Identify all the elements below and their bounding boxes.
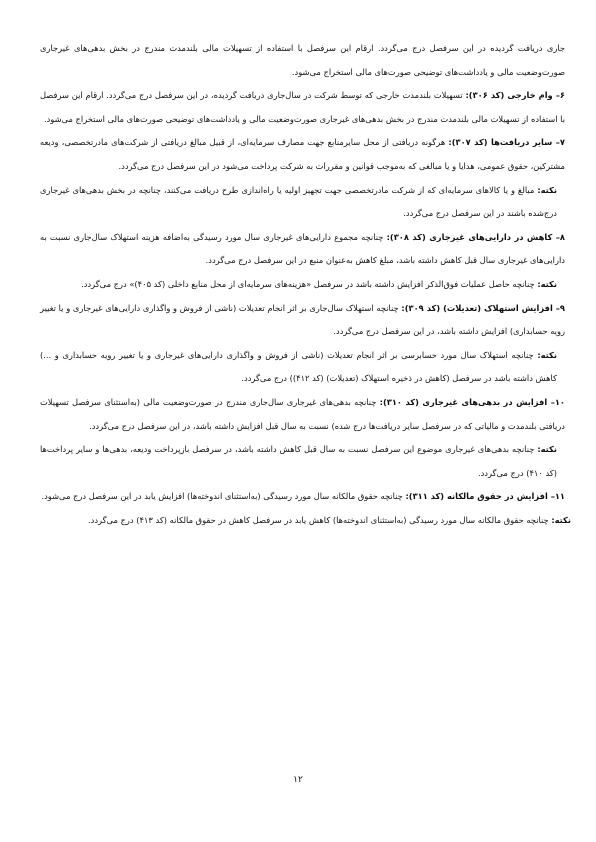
paragraph-text: چنانچه مجموع دارایی‌های غیرجاری سال مورد رسیدگی به‌اضافه هزینه استهلاک سال‌جاری نسبت به دارایی‌های غیرجاری سال قبل کاهش داشته باشد، مبلغ کاهش به‌عنوان منبع در این سرفصل درج می‌گردد. xyxy=(40,231,565,266)
note-label: نکته: xyxy=(537,278,557,289)
paragraph-noncurrent-assets-decrease xyxy=(40,226,565,273)
note-noncurrent-liabilities xyxy=(40,438,565,485)
paragraph-heading: ۱۱– افزایش در حقوق مالکانه (کد ۳۱۱): xyxy=(405,491,565,502)
note-equity xyxy=(40,509,579,533)
note-label: نکته: xyxy=(537,444,557,455)
note-other-receipts xyxy=(40,179,565,226)
paragraph-text: هرگونه دریافتی از محل سایرمنابع جهت مصارف سرمایه‌ای، از قبیل مبالغ دریافتی از شرکت‌های مادرتخصصی، ودیعه مشترکین، حقوق عمومی، هدایا و یا مبالغی که به‌موجب قوانین و مقررات به شرکت پرداخت می‌شود در این سرفصل درج می‌گردد. xyxy=(40,137,565,171)
paragraph-heading: ۱۰– افزایش در بدهی‌های غیرجاری (کد ۳۱۰): xyxy=(379,396,565,407)
paragraph-text: تسهیلات بلندمدت خارجی که توسط شرکت در سال‌جاری دریافت گردیده، در این سرفصل درج می‌گردد. ارقام این سرفصل با استفاده از تسهیلات مالی بلندمدت مندرج در بخش بدهی‌های غیرجاری صورت‌وضعیت مالی و یادداشت‌های توضیحی صورت‌های مالی استخراج می‌شود. xyxy=(40,90,565,124)
note-text: مبالغ و یا کالاهای سرمایه‌ای که از شرکت مادرتخصصی جهت تجهیز اولیه یا راه‌اندازی طرح دریافت می‌کنند، چنانچه در بخش بدهی‌های غیرجاری درج‌شده باشند در این سرفصل درج می‌گردد. xyxy=(40,184,557,219)
paragraph-noncurrent-liabilities-increase xyxy=(40,391,565,438)
note-text: چنانچه استهلاک سال مورد حسابرسی بر اثر انجام تعدیلات (ناشی از فروش و واگذاری دارایی‌های غیرجاری و یا تغییر رویه حسابداری و ...) کاهش داشته باشد در سرفصل (کاهش در ذخیره استهلاک (تعدیلات) (کد ۴۱۲)) درج می‌گردد. xyxy=(40,349,557,384)
paragraph-other-receipts xyxy=(40,131,565,178)
note-label: نکته: xyxy=(537,184,557,195)
paragraph-continuation xyxy=(40,37,565,84)
paragraph-text: جاری دریافت گردیده در این سرفصل درج می‌گردد. ارقام این سرفصل با استفاده از تسهیلات مالی بلندمدت مندرج در بخش بدهی‌های غیرجاری صورت‌وضعیت مالی و یادداشت‌های توضیحی صورت‌های مالی استخراج می‌شود. xyxy=(40,43,565,77)
page-number: ۱۲ xyxy=(293,775,303,785)
note-label: نکته: xyxy=(537,349,557,360)
document-body xyxy=(40,37,571,532)
paragraph-heading: ۶– وام خارجی (کد ۳۰۶): xyxy=(465,90,565,101)
note-noncurrent-assets xyxy=(40,273,565,297)
paragraph-equity-increase xyxy=(40,485,565,509)
note-depreciation xyxy=(40,344,565,391)
paragraph-heading: ۷– سایر دریافت‌ها (کد ۳۰۷): xyxy=(448,137,565,148)
note-text: چنانچه بدهی‌های غیرجاری موضوع این سرفصل نسبت به سال قبل کاهش داشته باشد، در سرفصل بازپرداخت ودیعه، بدهی‌ها و سایر پرداخت‌ها (کد ۴۱۰) درج می‌گردد. xyxy=(40,444,557,478)
paragraph-text: چنانچه حقوق مالکانه سال مورد رسیدگی (به‌استثنای اندوخته‌ها) افزایش یابد در این سرفصل درج می‌شود. xyxy=(41,491,406,502)
paragraph-foreign-loan xyxy=(40,84,565,131)
paragraph-text: چنانچه بدهی‌های غیرجاری سال‌جاری مندرج در صورت‌وضعیت مالی (به‌استثنای سرفصل تسهیلات دریافتی بلندمدت و مالیاتی که در سرفصل سایر دریافت‌ها درج شده) نسبت به سال قبل افزایش داشته باشد، در این سرفصل درج می‌گردد. xyxy=(40,396,565,431)
paragraph-heading: ۹– افزایش استهلاک (تعدیلات) (کد ۳۰۹): xyxy=(401,302,565,313)
paragraph-depreciation-increase xyxy=(40,297,565,344)
note-label: نکته: xyxy=(551,514,571,525)
paragraph-heading: ۸– کاهش در دارایی‌های غیرجاری (کد ۳۰۸): xyxy=(386,231,565,242)
note-text: چنانچه حقوق مالکانه سال مورد رسیدگی (به‌استثنای اندوخته‌ها) کاهش یابد در سرفصل کاهش در حقوق مالکانه (کد ۴۱۳) درج می‌گردد. xyxy=(87,514,552,525)
paragraph-text: چنانچه استهلاک سال‌جاری بر اثر انجام تعدیلات (ناشی از فروش و واگذاری دارایی‌های غیرجاری و یا تغییر رویه حسابداری) افزایش داشته باشد، در این سرفصل درج می‌گردد. xyxy=(40,302,565,337)
note-text: چنانچه حاصل عملیات فوق‌الذکر افزایش داشته باشد در سرفصل «هزینه‌های سرمایه‌ای از محل منابع داخلی (کد ۴۰۵)» درج می‌گردد. xyxy=(81,278,538,289)
